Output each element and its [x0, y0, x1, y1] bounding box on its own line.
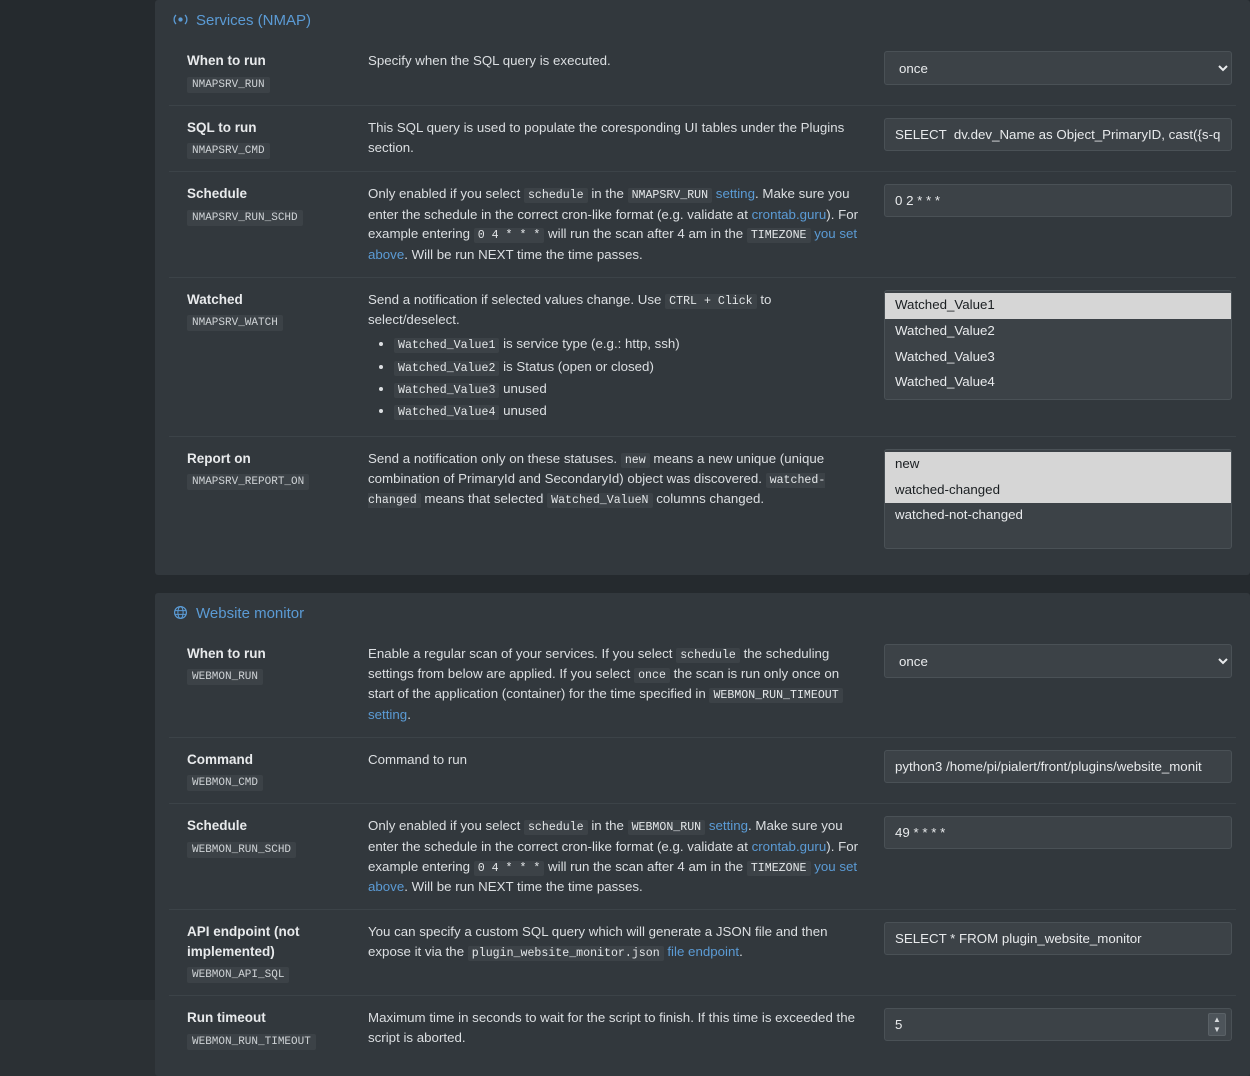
description-link[interactable]: crontab.guru: [751, 206, 827, 222]
inline-code: schedule: [524, 820, 588, 835]
setting-title: Command: [187, 751, 254, 767]
inline-code: 0 4 * * *: [474, 228, 545, 243]
setting-row-run-timeout: [169, 995, 1236, 1062]
setting-description: Only enabled if you select schedule in the WEBMON_RUN setting. Make sure you enter the schedule in the correct cron-like format (e.g. validate at crontab.guru). For example entering 0 4 * * * will run the scan after 4 am in the TIMEZONE you set above. Will be run NEXT time the time passes.: [368, 818, 859, 895]
setting-title: Watched: [187, 291, 243, 307]
inline-code: schedule: [676, 648, 740, 663]
setting-label-cell: [173, 750, 368, 792]
inline-code: WEBMON_RUN_TIMEOUT: [709, 688, 842, 703]
setting-description: Send a notification only on these statuses. new means a new unique (unique combination of PrimaryId and SecondaryId) object was discovered. watched-changed means that selected Watched_ValueN columns changed.: [368, 450, 826, 508]
setting-label-cell: [173, 922, 368, 983]
setting-row-command: [169, 737, 1236, 804]
left-gutter: [0, 0, 155, 1000]
setting-row-sql-to-run: [169, 105, 1236, 172]
settings-content: [155, 0, 1250, 1048]
inline-code: Watched_Value3: [394, 383, 499, 398]
setting-description: Only enabled if you select schedule in the NMAPSRV_RUN setting. Make sure you enter the schedule in the correct cron-like format (e.g. validate at crontab.guru). For example entering 0 4 * * * will run the scan after 4 am in the TIMEZONE you set above. Will be run NEXT time the time passes.: [368, 186, 859, 262]
input-run-timeout[interactable]: [884, 1008, 1232, 1041]
globe-icon: [173, 605, 188, 622]
setting-title: When to run: [187, 645, 266, 661]
setting-description: You can specify a custom SQL query which will generate a JSON file and then expose it via the plugin_website_monitor.json file endpoint.: [368, 924, 828, 960]
setting-description: This SQL query is used to populate the coresponding UI tables under the Plugins section.: [368, 119, 845, 155]
description-link[interactable]: you set above: [368, 858, 858, 895]
card-body: [155, 39, 1250, 575]
setting-label-cell: [173, 184, 368, 226]
multiselect-option[interactable]: Watched_Value1: [885, 293, 1231, 319]
setting-row-api-endpoint: [169, 909, 1236, 995]
card-title: Website monitor: [196, 604, 305, 622]
setting-label-cell: [173, 290, 368, 332]
setting-row-schedule: [169, 171, 1236, 277]
setting-control-cell: [884, 118, 1232, 151]
setting-env-key: NMAPSRV_REPORT_ON: [187, 474, 309, 490]
multiselect-option[interactable]: watched-changed: [885, 478, 1231, 504]
setting-row-report-on: [169, 436, 1236, 561]
inline-code: Watched_ValueN: [547, 493, 652, 508]
setting-env-key: NMAPSRV_CMD: [187, 143, 270, 159]
settings-card: [155, 593, 1250, 1076]
description-link[interactable]: crontab.guru: [751, 838, 827, 854]
setting-description: Command to run: [368, 751, 468, 767]
setting-label-cell: [173, 449, 368, 491]
setting-control-cell: [884, 816, 1232, 849]
network-icon: [173, 12, 188, 29]
description-link[interactable]: you set above: [368, 226, 858, 262]
setting-row-when-to-run: [169, 39, 1236, 105]
multiselect-option[interactable]: new: [885, 452, 1231, 478]
setting-title: Schedule: [187, 818, 248, 834]
setting-control-cell: [884, 1008, 1232, 1041]
inline-code: TIMEZONE: [747, 861, 811, 876]
setting-description: Specify when the SQL query is executed.: [368, 53, 611, 68]
description-link[interactable]: setting: [708, 818, 749, 834]
multiselect-option[interactable]: Watched_Value2: [895, 322, 995, 338]
setting-title: Run timeout: [187, 1010, 266, 1026]
inline-code: once: [634, 668, 670, 683]
inline-code: watched-changed: [368, 474, 826, 508]
setting-title: Schedule: [187, 186, 248, 202]
inline-code: CTRL + Click: [665, 294, 757, 309]
input-command[interactable]: [884, 750, 1232, 783]
setting-description: Enable a regular scan of your services. If you select schedule the scheduling settings from below are applied. If you select once the scan is run only once on start of the application (container) for the time specified in WEBMON_RUN_TIMEOUT setting.: [368, 644, 884, 725]
multiselect-option[interactable]: Watched_Value3: [895, 348, 995, 364]
number-stepper[interactable]: ▲ ▼: [1208, 1013, 1226, 1036]
setting-title: SQL to run: [187, 119, 257, 135]
setting-label-cell: [173, 1008, 368, 1050]
setting-env-key: WEBMON_RUN_TIMEOUT: [187, 1034, 316, 1050]
setting-control-cell: [884, 184, 1232, 217]
inline-code: Watched_Value1: [394, 338, 499, 353]
inline-code: 0 4 * * *: [474, 861, 545, 876]
description-link[interactable]: file endpoint: [667, 943, 740, 959]
setting-control-cell: [884, 449, 1232, 549]
setting-title: API endpoint (not implemented): [187, 924, 300, 959]
select-when-to-run[interactable]: [884, 644, 1232, 678]
settings-card: [155, 0, 1250, 575]
setting-env-key: NMAPSRV_WATCH: [187, 315, 283, 331]
setting-description: Send a notification if selected values change. Use CTRL + Click to select/deselect. • Watched_Value1 is service type (e.g.: http, ssh) • Watched_Value2 is Status (open or closed) • Watched_Value3 unused • Watched_Value4 unused: [368, 290, 884, 424]
card-title: Services (NMAP): [196, 12, 312, 29]
input-sql-to-run[interactable]: [884, 118, 1232, 151]
setting-env-key: WEBMON_API_SQL: [187, 967, 289, 983]
inline-code: new: [621, 453, 650, 468]
card-header: [155, 0, 1250, 39]
inline-code: schedule: [524, 188, 588, 203]
inline-code: Watched_Value4: [394, 405, 499, 420]
setting-control-cell: [884, 750, 1232, 783]
description-link[interactable]: setting: [368, 706, 408, 722]
setting-env-key: WEBMON_RUN: [187, 669, 263, 685]
setting-env-key: NMAPSRV_RUN_SCHD: [187, 210, 303, 226]
card-body: [155, 632, 1250, 1076]
input-schedule[interactable]: [884, 184, 1232, 217]
setting-title: Report on: [187, 450, 251, 466]
inline-code: Watched_Value2: [394, 361, 499, 376]
inline-code: TIMEZONE: [747, 228, 811, 243]
multiselect-watched[interactable]: [884, 290, 1232, 400]
inline-code: WEBMON_RUN: [628, 820, 706, 835]
setting-env-key: WEBMON_CMD: [187, 775, 263, 791]
setting-label-cell: [173, 816, 368, 858]
setting-row-schedule: [169, 803, 1236, 909]
inline-code: NMAPSRV_RUN: [628, 188, 713, 203]
setting-label-cell: [173, 644, 368, 686]
setting-row-when-to-run: [169, 632, 1236, 737]
setting-description: Maximum time in seconds to wait for the script to finish. If this time is exceeded the script is aborted.: [368, 1010, 856, 1046]
card-header: [155, 593, 1250, 632]
select-when-to-run[interactable]: [884, 51, 1232, 85]
input-api-endpoint[interactable]: [884, 922, 1232, 955]
setting-label-cell: [173, 51, 368, 93]
setting-env-key: NMAPSRV_RUN: [187, 77, 270, 93]
setting-label-cell: [173, 118, 368, 160]
input-schedule[interactable]: [884, 816, 1232, 849]
setting-control-cell: [884, 644, 1232, 678]
setting-title: When to run: [187, 53, 266, 68]
setting-control-cell: [884, 51, 1232, 85]
multiselect-option[interactable]: Watched_Value4: [895, 374, 995, 390]
description-link[interactable]: setting: [715, 186, 755, 202]
setting-row-watched: [169, 277, 1236, 436]
setting-env-key: WEBMON_RUN_SCHD: [187, 842, 296, 858]
multiselect-report-on[interactable]: [884, 449, 1232, 549]
setting-control-cell: [884, 290, 1232, 400]
multiselect-option[interactable]: watched-not-changed: [895, 507, 1023, 523]
setting-control-cell: [884, 922, 1232, 955]
number-input-wrapper: [884, 1008, 1232, 1041]
inline-code: plugin_website_monitor.json: [468, 946, 664, 961]
